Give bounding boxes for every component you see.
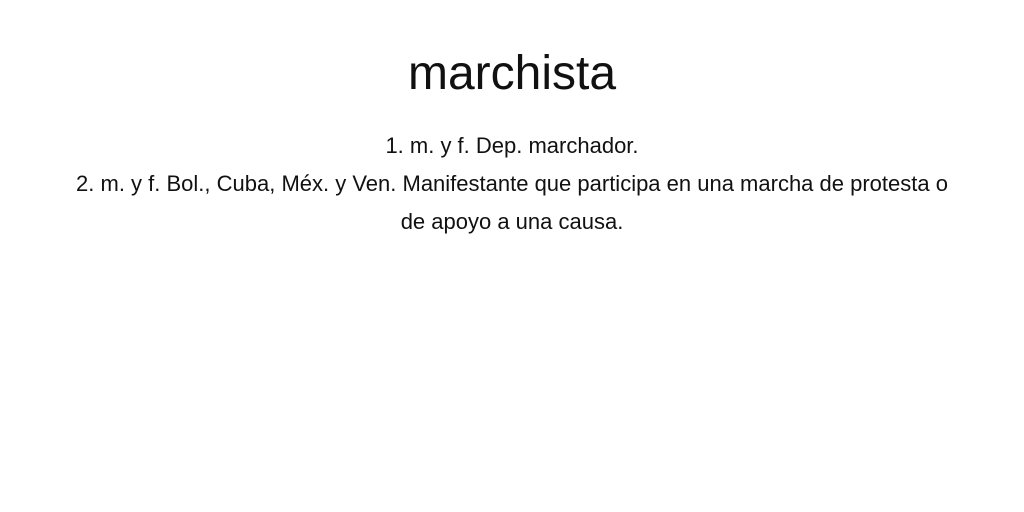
definition-item: 1. m. y f. Dep. marchador. [385,133,639,158]
definition-item: 2. m. y f. Bol., Cuba, Méx. y Ven. Manifestante que participa en una marcha de protesta o de apoyo a una causa. [76,171,948,234]
headword-title: marchista [407,47,617,100]
definition-list [62,127,962,241]
